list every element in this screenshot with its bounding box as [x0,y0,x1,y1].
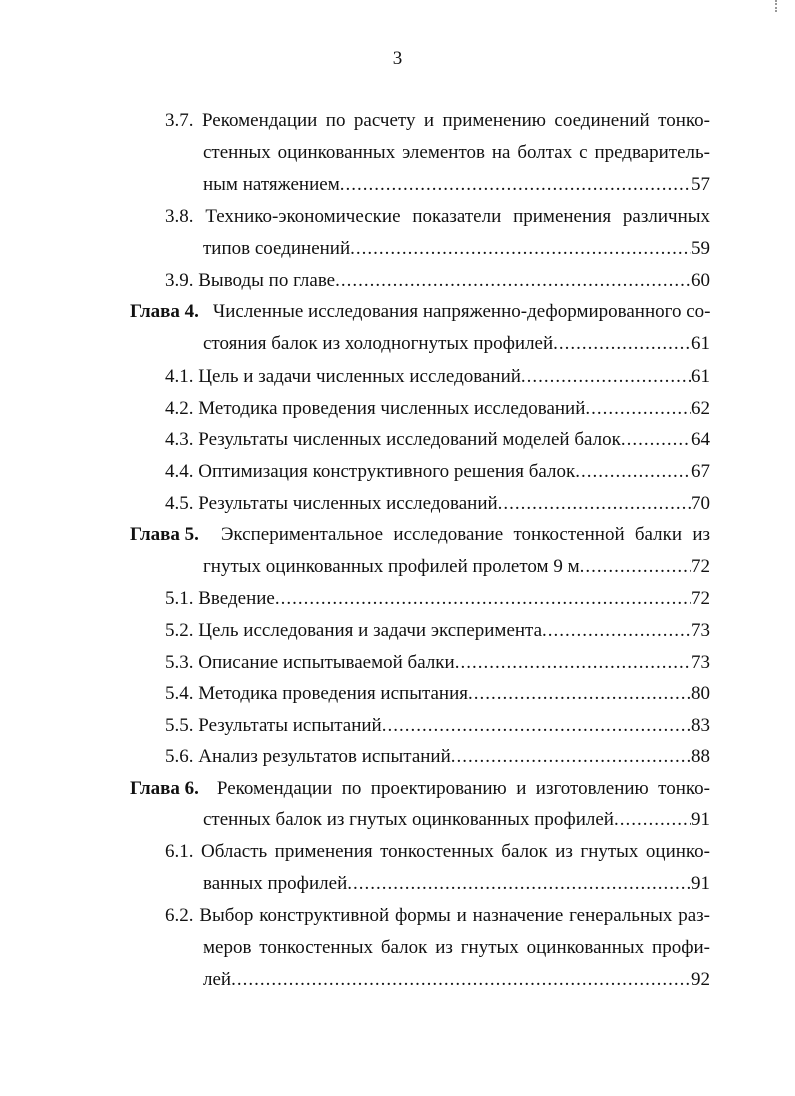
toc-page-number: 73 [691,620,710,641]
toc-entry-text: 5.3. Описание испытываемой балки [165,652,455,673]
toc-5-2 [165,620,710,642]
toc-page-number: 72 [691,556,710,577]
toc-page-number: 70 [691,493,710,514]
toc-6-2-line2: меров тонкостенных балок из гнутых оцинкованных профи- [203,937,710,958]
toc-entry-text: 4.2. Методика проведения численных исследований [165,398,586,419]
leader-dots [542,620,691,642]
toc-page-number: 80 [691,683,710,704]
toc-page-number: 91 [691,873,710,894]
toc-page-number: 67 [691,461,710,482]
leader-dots [575,461,691,483]
toc-entry-text: стенных балок из гнутых оцинкованных профилей [203,809,614,830]
leader-dots [621,429,691,451]
leader-dots [455,652,691,674]
leader-dots [451,746,691,768]
toc-3-7-line3 [203,174,710,196]
toc-page-number: 59 [691,238,710,259]
toc-entry-text: 5.6. Анализ результатов испытаний [165,746,451,767]
toc-4-4 [165,461,710,483]
toc-chapter-5-line1 [130,524,710,546]
toc-page-number: 88 [691,746,710,767]
leader-dots [614,809,691,831]
toc-page-number: 72 [691,588,710,609]
leader-dots [585,398,691,420]
toc-5-1 [165,588,710,610]
chapter-label: Глава 5. [130,524,199,545]
toc-chapter-5-line2 [203,556,710,578]
toc-page-number: 61 [691,366,710,387]
leader-dots [231,969,691,991]
toc-entry-text: 4.5. Результаты численных исследований [165,493,498,514]
toc-6-1-line2 [203,873,710,895]
toc-5-6 [165,746,710,768]
leader-dots [350,238,691,260]
toc-entry-text: 5.4. Методика проведения испытания [165,683,469,704]
toc-entry-text: гнутых оцинкованных профилей пролетом 9 м [203,556,580,577]
toc-entry-text: типов соединений [203,238,351,259]
toc-entry-text: 3.9. Выводы по главе [165,270,336,291]
toc-entry-text: 4.3. Результаты численных исследований моделей балок [165,429,621,450]
chapter-label: Глава 4. [130,301,199,322]
chapter-title: Численные исследования напряженно-деформированного со- [212,301,710,322]
toc-5-5 [165,715,710,737]
chapter-label: Глава 6. [130,778,199,799]
toc-6-2-line1: 6.2. Выбор конструктивной формы и назначение генеральных раз- [165,905,710,926]
toc-4-5 [165,493,710,515]
leader-dots [340,174,691,196]
toc-entry-text: ным натяжением [203,174,340,195]
toc-chapter-4-line2 [203,333,710,355]
toc-6-1-line1: 6.1. Область применения тонкостенных балок из гнутых оцинко- [165,841,710,862]
toc-page-number: 64 [691,429,710,450]
toc-4-1 [165,366,710,388]
scan-edge-mark [769,0,777,12]
toc-4-3 [165,429,710,451]
toc-3-9 [165,270,710,292]
leader-dots [382,715,691,737]
leader-dots [498,493,691,515]
toc-chapter-6-line1 [130,778,710,800]
toc-entry-text: 4.4. Оптимизация конструктивного решения балок [165,461,576,482]
leader-dots [275,588,691,610]
chapter-title: Экспериментальное исследование тонкостенной балки из [220,524,710,545]
toc-entry-text: 5.2. Цель исследования и задачи эксперимента [165,620,543,641]
toc-entry-text: 5.5. Результаты испытаний [165,715,382,736]
toc-page-number: 83 [691,715,710,736]
toc-page-number: 62 [691,398,710,419]
toc-6-2-line3 [203,969,710,991]
toc-page-number: 60 [691,270,710,291]
toc-entry-text: ванных профилей [203,873,348,894]
toc-entry-text: 5.1. Введение [165,588,275,609]
leader-dots [347,873,691,895]
toc-chapter-4-line1 [130,301,710,323]
toc-chapter-6-line2 [203,809,710,831]
toc-3-8-line2 [203,238,710,260]
toc-entry-text: стояния балок из холодногнутых профилей [203,333,554,354]
toc-page-number: 73 [691,652,710,673]
page-number: 3 [392,48,403,69]
leader-dots [335,270,691,292]
leader-dots [468,683,691,705]
toc-page-number: 92 [691,969,710,990]
toc-page-number: 61 [691,333,710,354]
toc-page-number: 57 [691,174,710,195]
toc-4-2 [165,398,710,420]
chapter-title: Рекомендации по проектированию и изготовлению тонко- [216,778,710,799]
toc-entry-text: 4.1. Цель и задачи численных исследований [165,366,521,387]
toc-3-7-line2: стенных оцинкованных элементов на болтах с предваритель- [203,142,710,163]
toc-page-number: 91 [691,809,710,830]
leader-dots [521,366,691,388]
leader-dots [553,333,691,355]
leader-dots [580,556,691,578]
toc-entry-text: лей [203,969,232,990]
toc-3-8-line1: 3.8. Технико-экономические показатели применения различных [165,206,710,227]
toc-5-3 [165,652,710,674]
toc-3-7-line1: 3.7. Рекомендации по расчету и применению соединений тонко- [165,110,710,131]
toc-5-4 [165,683,710,705]
